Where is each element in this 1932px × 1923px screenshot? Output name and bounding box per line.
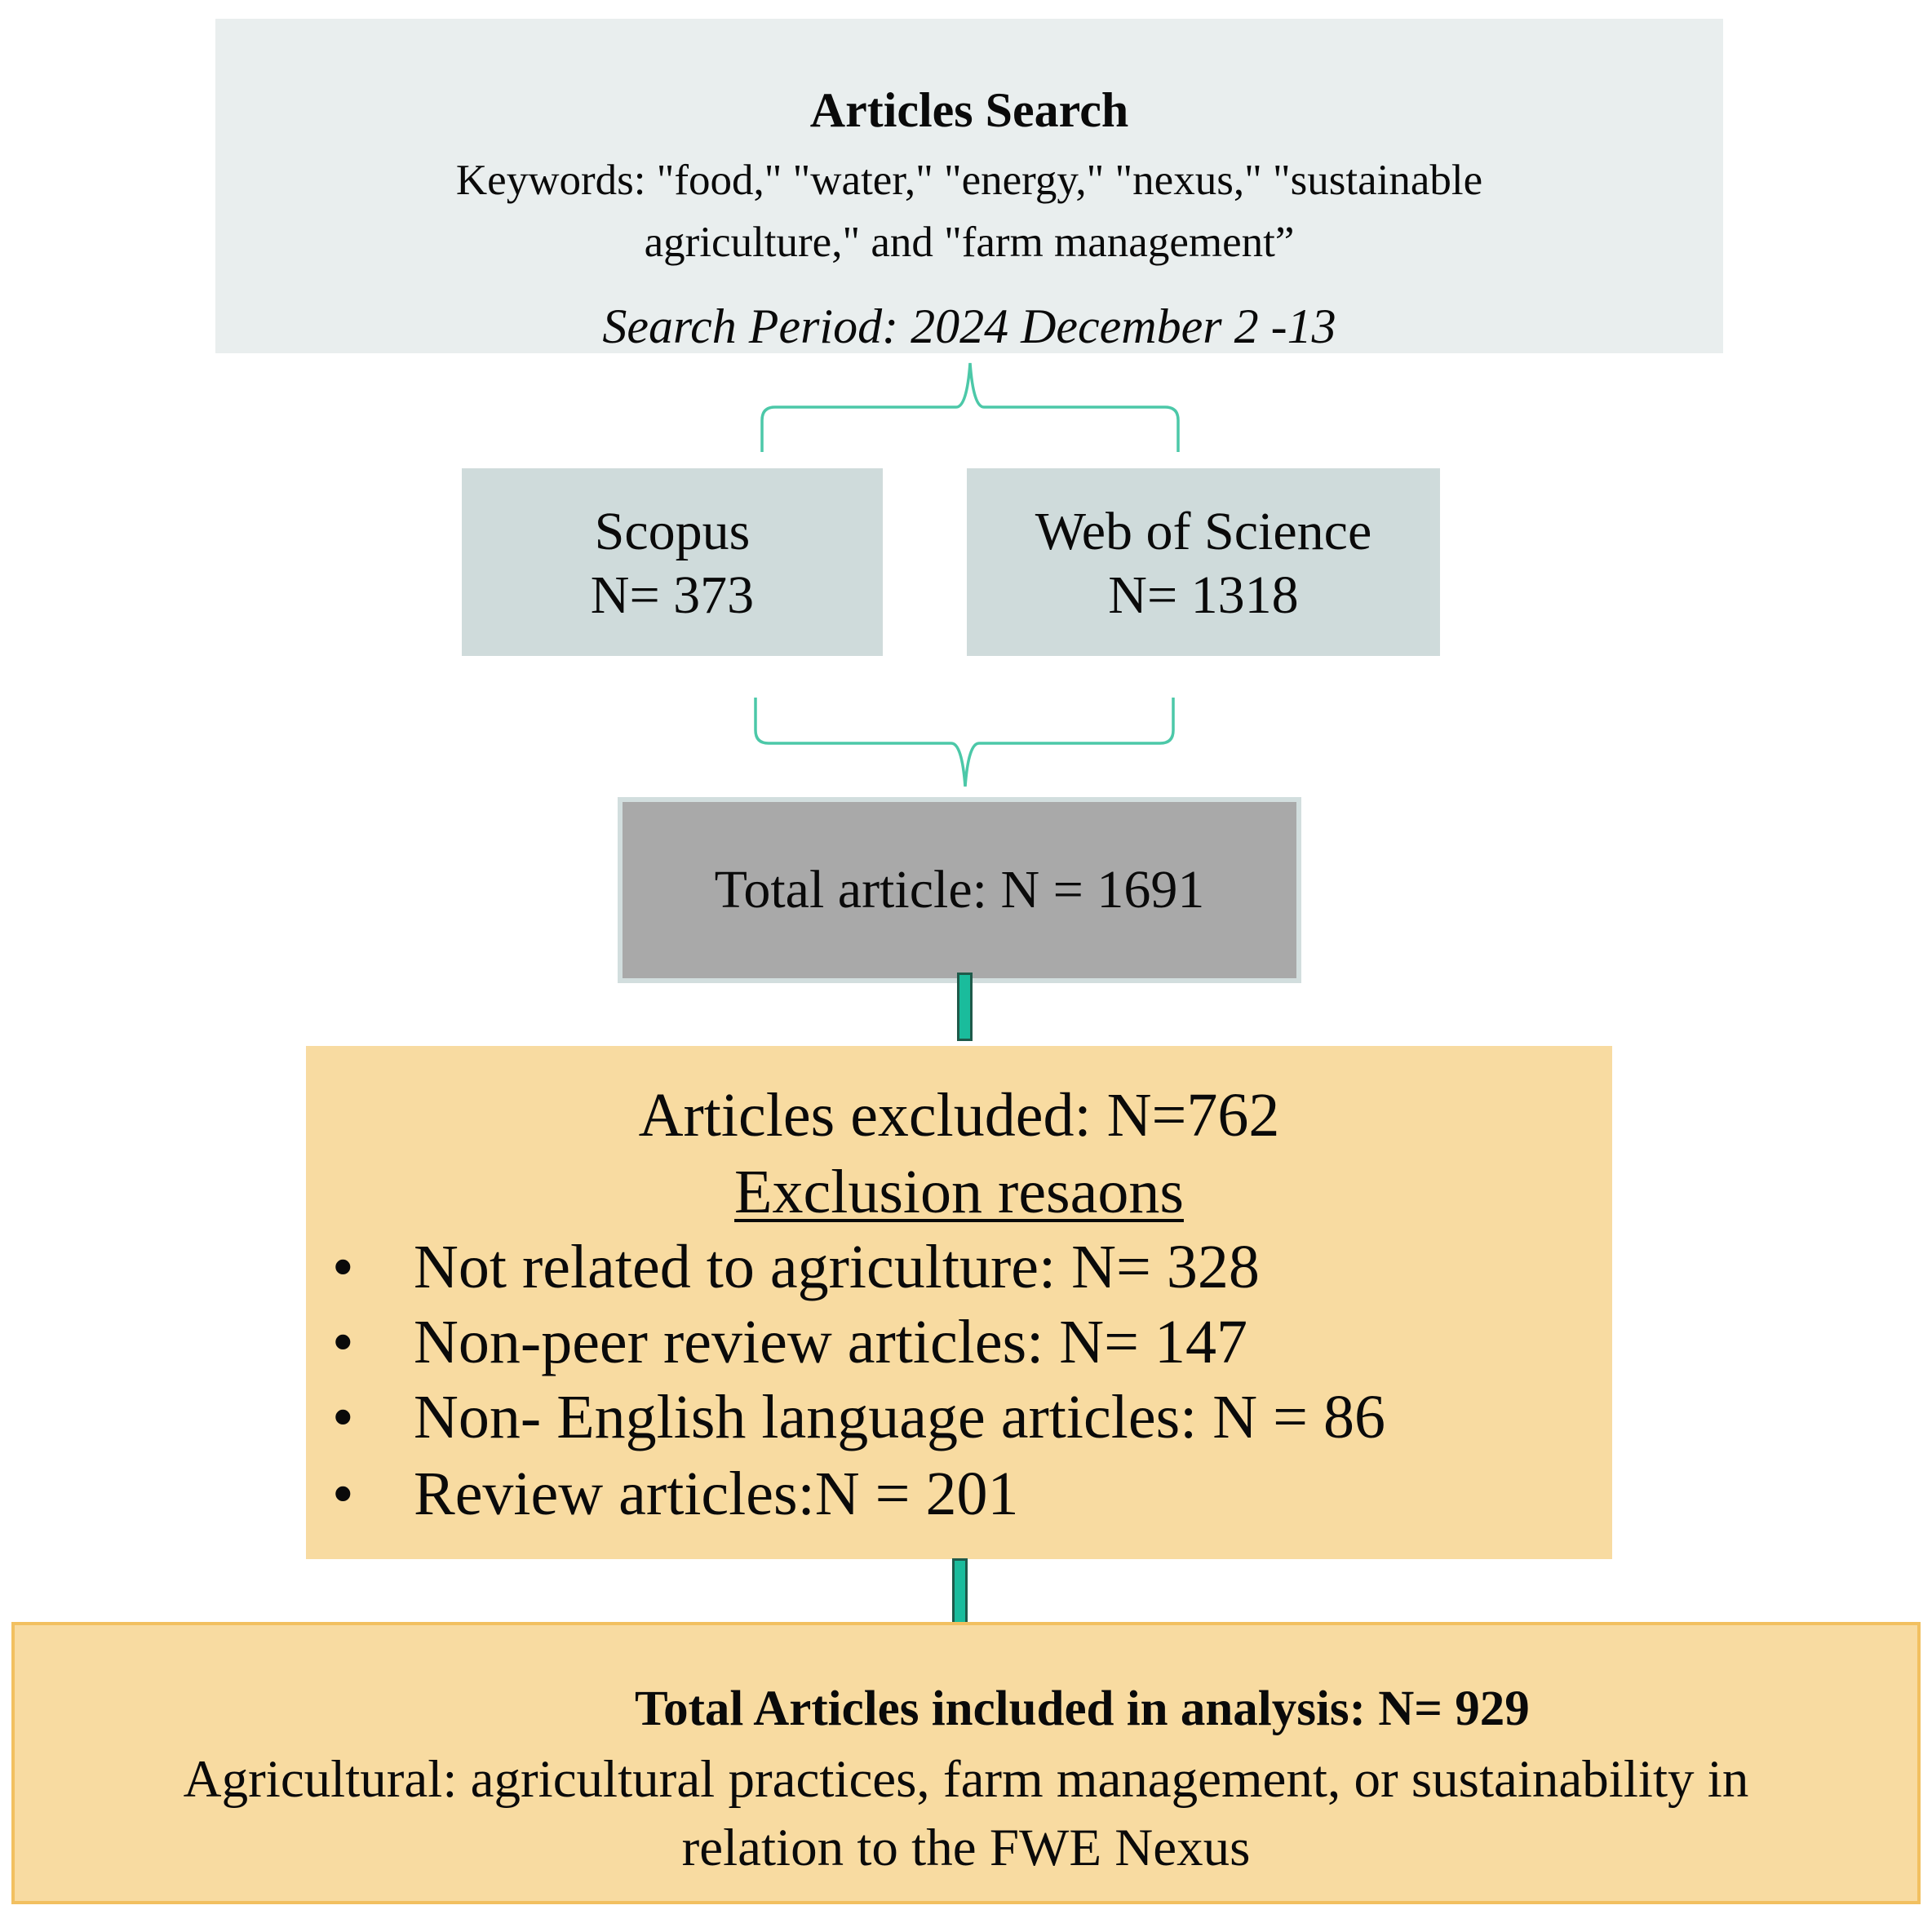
source-count: N= 1318	[1108, 565, 1299, 625]
bullet-icon: •	[332, 1308, 354, 1376]
total-articles-box	[618, 797, 1301, 983]
articles-excluded-box	[306, 1046, 1612, 1559]
search-title: Articles Search	[809, 83, 1129, 137]
exclusion-reason-text: Not related to agriculture: N= 328	[414, 1233, 1260, 1301]
included-description-line-2: relation to the FWE Nexus	[681, 1819, 1251, 1877]
bullet-icon: •	[332, 1383, 354, 1451]
merge-brace-icon	[756, 698, 1173, 786]
articles-search-box	[215, 19, 1723, 353]
search-period: Search Period: 2024 December 2 -13	[602, 299, 1336, 353]
included-description-line-1: Agricultural: agricultural practices, farm management, or sustainability in	[183, 1750, 1749, 1809]
connector-excluded-to-included	[952, 1558, 968, 1627]
bullet-icon: •	[332, 1460, 354, 1528]
articles-included-box	[11, 1622, 1921, 1904]
search-keywords-line-1: Keywords: "food," "water," "energy," "nexus," "sustainable	[455, 157, 1483, 204]
total-articles-label: Total article: N = 1691	[714, 860, 1205, 919]
scopus-source-box	[462, 468, 883, 656]
exclusion-reason-text: Non- English language articles: N = 86	[414, 1383, 1386, 1451]
source-count: N= 373	[590, 565, 755, 625]
exclusion-reason-text: Review articles:N = 201	[414, 1460, 1019, 1528]
source-name: Web of Science	[1035, 502, 1372, 561]
search-keywords-line-2: agriculture," and "farm management”	[644, 219, 1295, 266]
split-brace-icon	[762, 363, 1178, 452]
excluded-title: Articles excluded: N=762	[638, 1081, 1280, 1150]
bullet-icon: •	[332, 1233, 354, 1301]
exclusion-reason-text: Non-peer review articles: N= 147	[414, 1308, 1248, 1376]
included-title: Total Articles included in analysis: N= 929	[635, 1682, 1530, 1736]
exclusion-reasons-heading: Exclusion resaons	[734, 1158, 1184, 1226]
connector-total-to-excluded	[957, 973, 973, 1041]
web-of-science-source-box	[967, 468, 1440, 656]
source-name: Scopus	[594, 502, 751, 561]
